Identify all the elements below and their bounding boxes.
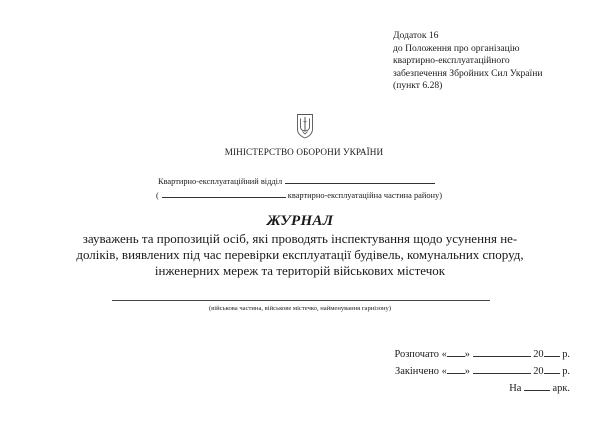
appendix-line: Додаток 16 — [393, 30, 439, 41]
quote-close: » — [464, 366, 470, 377]
year-suffix: р. — [562, 349, 570, 360]
department-line — [158, 175, 435, 186]
unit-line — [156, 189, 442, 200]
ministry-name: МІНІСТЕРСТВО ОБОРОНИ УКРАЇНИ — [224, 147, 384, 157]
unit-blank — [162, 189, 286, 198]
department-blank — [285, 175, 435, 184]
appendix-line: забезпечення Збройних Сил України — [393, 67, 543, 79]
year-suffix: р. — [562, 366, 570, 377]
year-blank — [544, 347, 560, 357]
journal-dates — [394, 346, 570, 397]
pages-suffix: арк. — [552, 383, 570, 394]
appendix-note — [393, 30, 593, 93]
organization-caption: (військова частина, військове містечко, найменування гарнізону) — [208, 305, 392, 312]
appendix-line: до Положення про організацію — [393, 42, 520, 54]
year-prefix: 20 — [533, 349, 544, 360]
quote-open: « — [441, 349, 447, 360]
appendix-line: (пункт 6.28) — [393, 80, 443, 92]
journal-subtitle-line: зауважень та пропозицій осіб, які проводять інспектування щодо усунення не- — [82, 231, 518, 246]
finished-row — [394, 363, 570, 380]
started-label: Розпочато — [394, 349, 439, 360]
month-blank — [473, 347, 531, 357]
journal-subtitle-line: доліків, виявлених під час перевірки експлуатації будівель, комунальних споруд, — [76, 247, 524, 262]
organization-blank-line — [112, 300, 490, 301]
journal-title: ЖУРНАЛ — [266, 213, 334, 229]
trident-coat-of-arms-icon — [296, 113, 314, 139]
pages-blank — [524, 381, 550, 391]
pages-row — [394, 380, 570, 397]
started-row — [394, 346, 570, 363]
quote-open: « — [441, 366, 447, 377]
journal-subtitle-line: інженерних мереж та територій військових містечок — [154, 263, 446, 278]
finished-label: Закінчено — [395, 366, 439, 377]
appendix-line: квартирно-експлуатаційного — [393, 55, 510, 67]
day-blank — [447, 364, 465, 374]
year-blank — [544, 364, 560, 374]
day-blank — [447, 347, 465, 357]
quote-close: » — [464, 349, 470, 360]
year-prefix: 20 — [533, 366, 544, 377]
on-label: На — [509, 383, 522, 394]
journal-subtitle — [60, 231, 540, 279]
unit-label: квартирно-експлуатаційна частина району) — [287, 191, 443, 200]
department-label: Квартирно-експлуатаційний відділ — [158, 177, 283, 186]
month-blank — [473, 364, 531, 374]
unit-open-paren: ( — [156, 191, 159, 200]
